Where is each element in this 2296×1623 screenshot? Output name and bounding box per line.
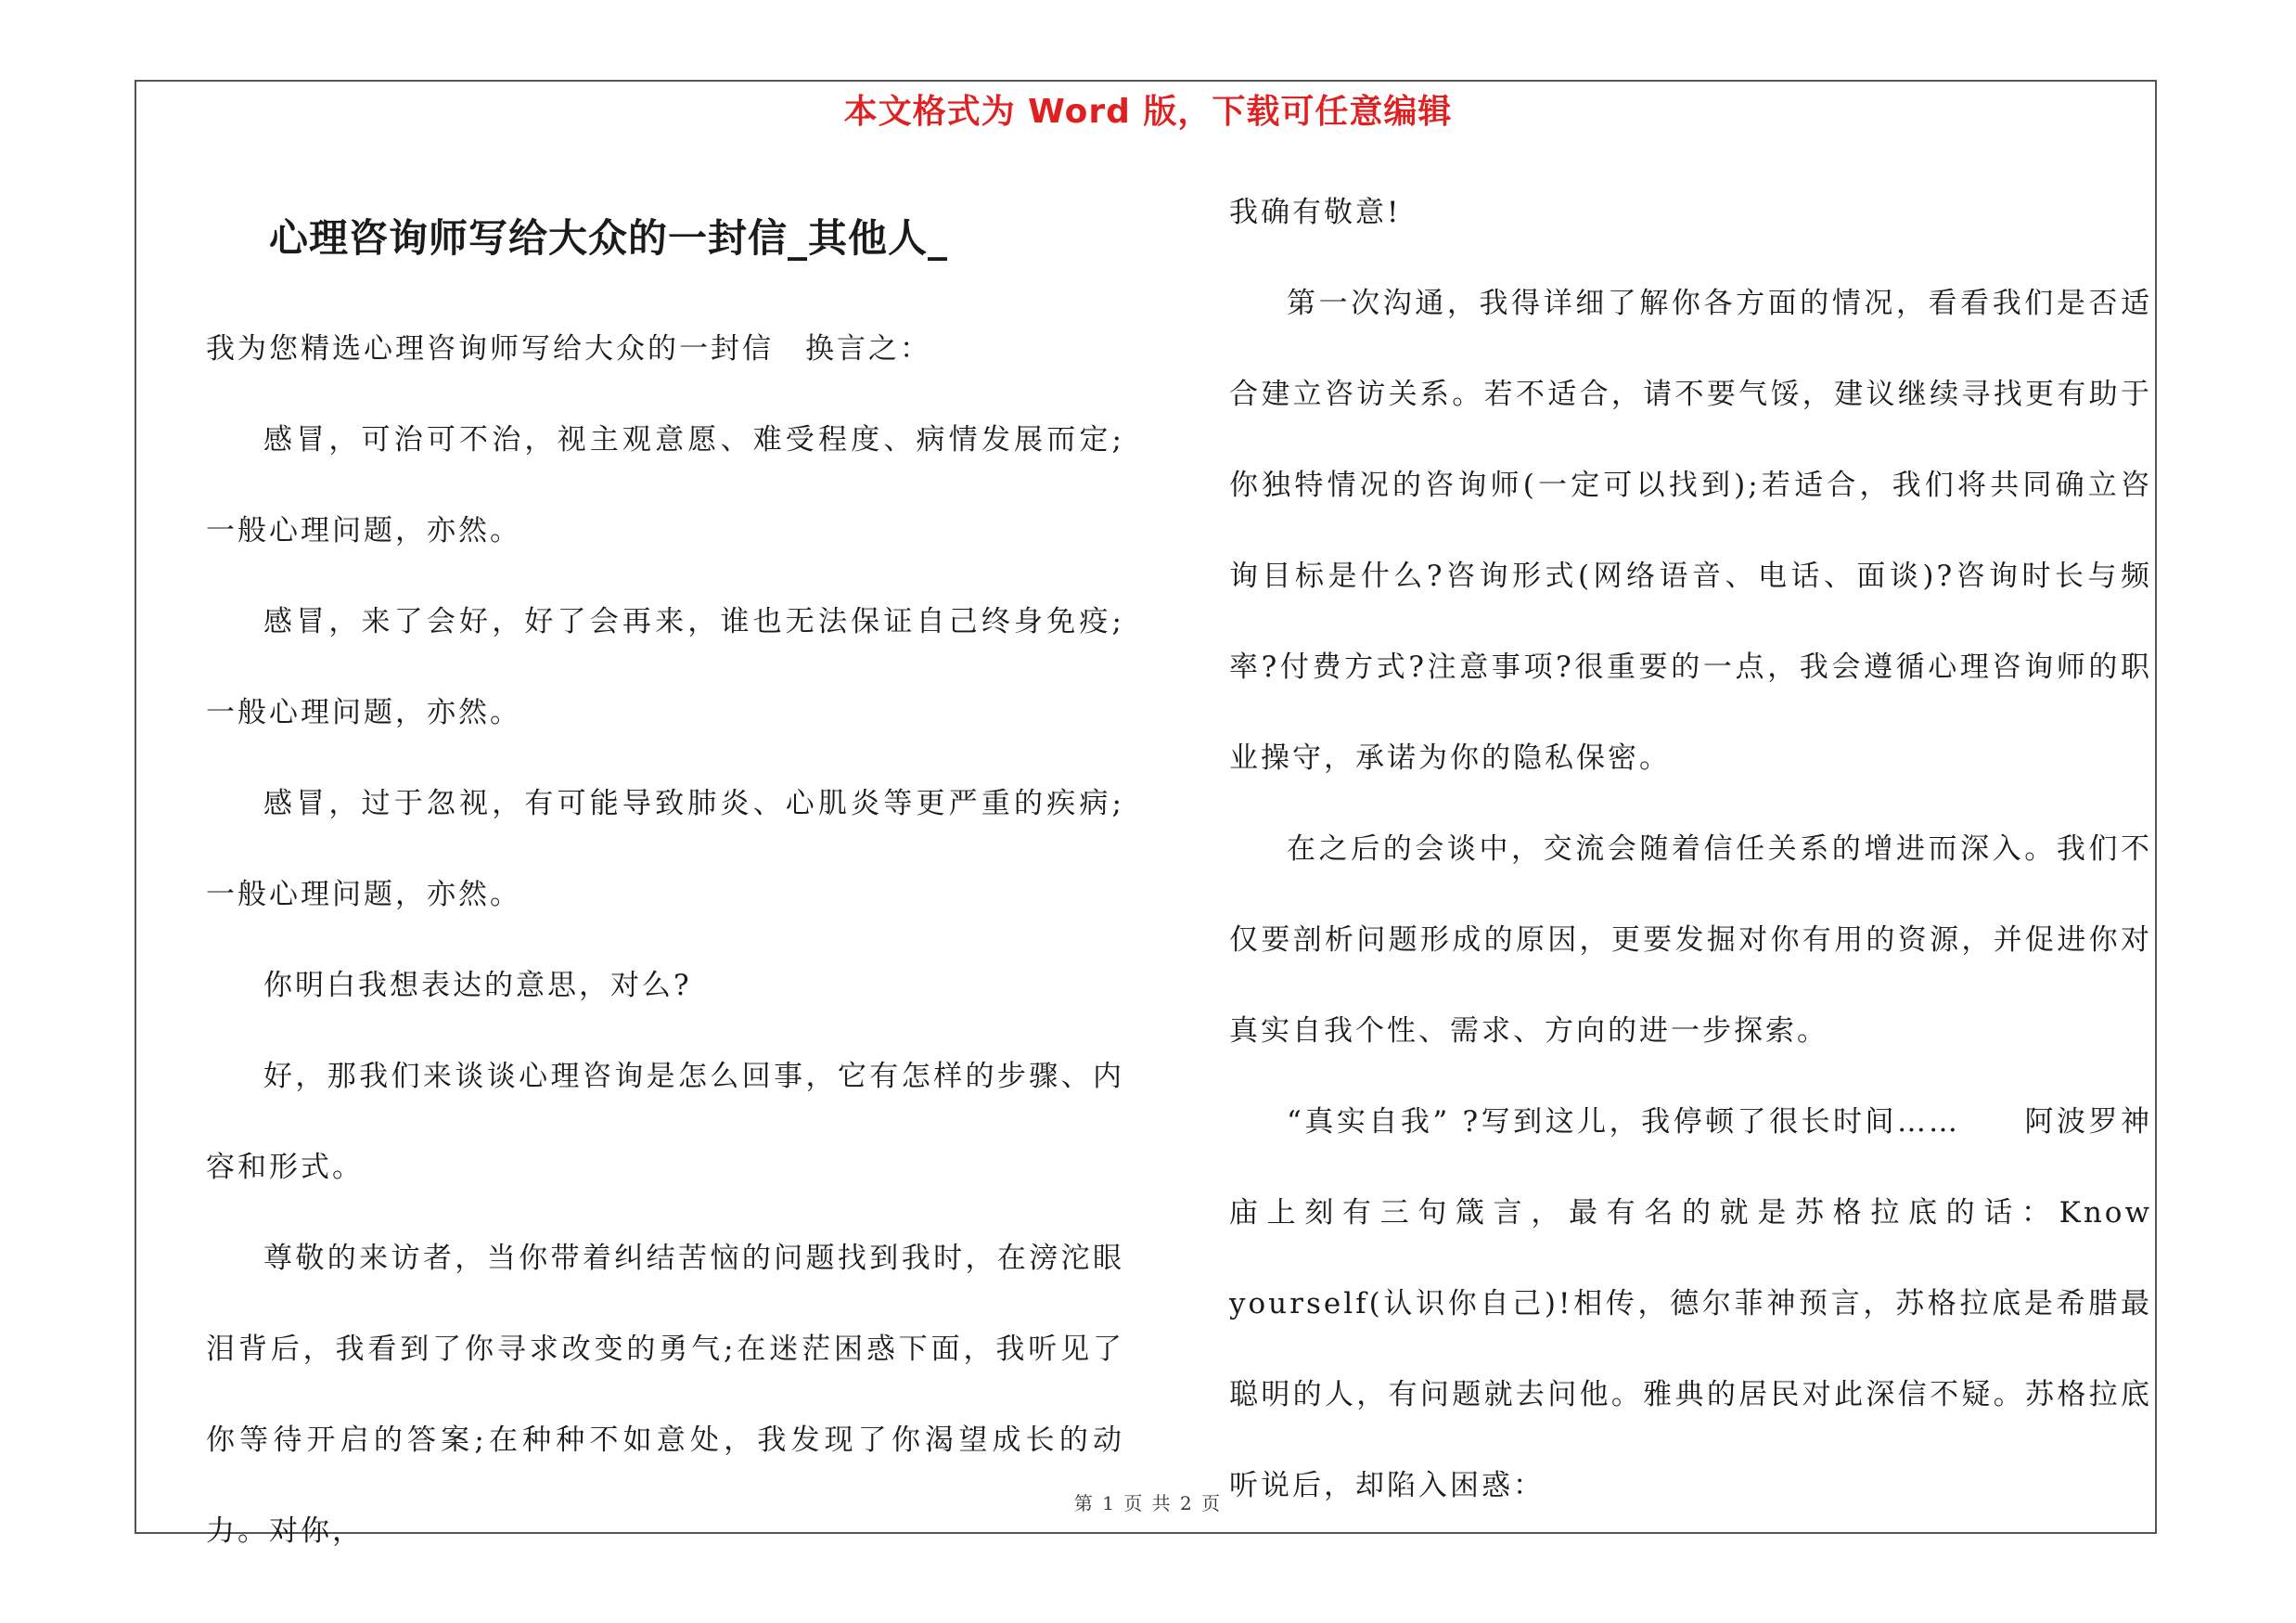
document-title: 心理咨询师写给大众的一封信_其他人_ — [269, 215, 949, 261]
body-paragraph: 感冒，过于忽视，有可能导致肺炎、心肌炎等更严重的疾病;一般心理问题，亦然。 — [206, 787, 1124, 911]
continued-paragraph: 我确有敬意! — [1229, 196, 1402, 229]
body-paragraph: 尊敬的来访者，当你带着纠结苦恼的问题找到我时，在滂沱眼泪背后，我看到了你寻求改变的勇气;在迷茫困惑下面，我听见了你等待开启的答案;在种种不如意处，我发现了你渴望成长的动力。对你， — [206, 1242, 1124, 1548]
body-paragraph: 你明白我想表达的意思，对么? — [263, 969, 692, 1002]
body-paragraph: 好，那我们来谈谈心理咨询是怎么回事，它有怎样的步骤、内容和形式。 — [206, 1060, 1124, 1184]
left-text-column — [206, 303, 1124, 1577]
body-paragraph: 感冒，可治可不治，视主观意愿、难受程度、病情发展而定;一般心理问题，亦然。 — [206, 423, 1124, 547]
format-banner: 本文格式为 Word 版，下载可任意编辑 — [843, 93, 1453, 131]
right-text-column — [1229, 167, 2152, 1531]
intro-paragraph: 我为您精选心理咨询师写给大众的一封信 换言之： — [206, 332, 931, 366]
body-paragraph: 在之后的会谈中，交流会随着信任关系的增进而深入。我们不仅要剖析问题形成的原因，更要发掘对你有用的资源，并促进你对真实自我个性、需求、方向的进一步探索。 — [1229, 832, 2152, 1048]
body-paragraph: “真实自我” ?写到这儿，我停顿了很长时间…… 阿波罗神庙上刻有三句箴言，最有名的就是苏格拉底的话：Know yourself(认识你自己)!相传，德尔菲神预言，苏格拉底是希腊最聪明的人，有问题就去问他。雅典的居民对此深信不疑。苏格拉底听说后，却陷入困惑： — [1229, 1105, 2152, 1502]
body-paragraph: 第一次沟通，我得详细了解你各方面的情况，看看我们是否适合建立咨访关系。若不适合，请不要气馁，建议继续寻找更有助于你独特情况的咨询师(一定可以找到);若适合，我们将共同确立咨询目标是什么?咨询形式(网络语音、电话、面谈)?咨询时长与频率?付费方式?注意事项?很重要的一点，我会遵循心理咨询师的职业操守，承诺为你的隐私保密。 — [1229, 287, 2152, 775]
page-number-footer: 第 1 页 共 2 页 — [1073, 1492, 1223, 1514]
body-paragraph: 感冒，来了会好，好了会再来，谁也无法保证自己终身免疫;一般心理问题，亦然。 — [206, 605, 1124, 729]
